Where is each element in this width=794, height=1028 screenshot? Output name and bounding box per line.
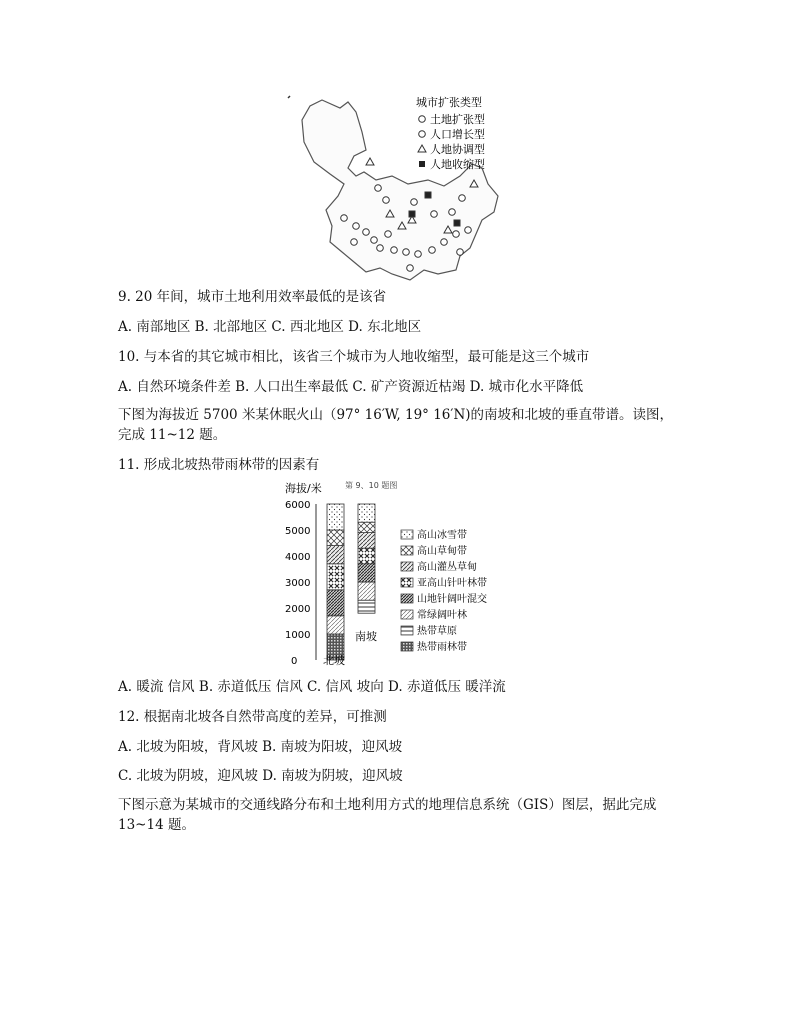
map-legend-item: 人地收缩型 (430, 158, 485, 171)
legend-label: 热带草原 (417, 626, 457, 637)
map-legend-item: 人地协调型 (430, 143, 485, 156)
province-map-figure (284, 92, 510, 282)
legend-label: 山地针阔叶混交 (417, 594, 487, 605)
question-12-stem: 12. 根据南北坡各自然带高度的差异，可推测 (118, 709, 387, 725)
zone-band-north (327, 546, 344, 564)
question-10-stem: 10. 与本省的其它城市相比，该省三个城市为人地收缩型，最可能是这三个城市 (118, 349, 590, 365)
y-tick-6000: 6000 (285, 500, 311, 511)
question-11-stem: 11. 形成北坡热带雨林带的因素有 (118, 457, 320, 473)
y-tick-2000: 2000 (285, 604, 311, 615)
y-tick-4000: 4000 (285, 552, 311, 563)
zone-band-south (358, 504, 375, 522)
legend-label: 热带雨林带 (417, 642, 467, 653)
column-label-north: 北坡 (323, 654, 345, 667)
y-tick-3000: 3000 (285, 578, 311, 589)
question-9-options: A. 南部地区 B. 北部地区 C. 西北地区 D. 东北地区 (118, 319, 422, 335)
zone-band-north (327, 616, 344, 634)
column-label-south: 南坡 (355, 630, 377, 643)
question-11-options: A. 暖流 信风 B. 赤道低压 信风 C. 信风 坡向 D. 赤道低压 暖洋流 (118, 679, 506, 695)
zone-band-south (358, 533, 375, 549)
vertical-zonation-chart (283, 478, 513, 670)
question-10-options: A. 自然环境条件差 B. 人口出生率最低 C. 矿产资源近枯竭 D. 城市化水平降低 (118, 379, 584, 395)
province-outline (302, 100, 498, 280)
legend-label: 亚高山针叶林带 (417, 578, 487, 589)
zone-band-north (327, 504, 344, 530)
y-tick-1000: 1000 (285, 630, 311, 641)
zone-band-north (327, 530, 344, 546)
map-legend-item: 人口增长型 (430, 128, 485, 141)
question-9-stem: 9. 20 年间，城市土地利用效率最低的是该省 (118, 289, 387, 305)
legend-label: 高山冰雪带 (417, 530, 467, 541)
y-tick-5000: 5000 (285, 526, 311, 537)
zone-band-north (327, 564, 344, 590)
zone-band-south (358, 582, 375, 600)
question-12-options-1: A. 北坡为阳坡，背风坡 B. 南坡为阳坡，迎风坡 (118, 739, 403, 755)
chart-legend (401, 528, 487, 653)
map-legend-title: 城市扩张类型 (416, 96, 482, 109)
intro-13-14: 下图示意为某城市的交通线路分布和土地利用方式的地理信息系统（GIS）图层，据此完成 13~14 题。 (118, 797, 657, 833)
zone-band-north (327, 590, 344, 616)
map-legend-item: 土地扩张型 (430, 113, 485, 126)
chart-title: 第 9、10 题图 (345, 481, 398, 490)
zone-band-south (358, 564, 375, 582)
legend-label: 高山灌丛草甸 (417, 562, 477, 573)
zone-band-south (358, 600, 375, 613)
zone-band-south (358, 548, 375, 564)
y-tick-0: 0 (291, 656, 298, 667)
legend-label: 常绿阔叶林 (417, 610, 467, 621)
chart-ylabel: 海拔/米 (285, 482, 322, 495)
legend-label: 高山草甸带 (417, 546, 467, 557)
intro-11-12: 下图为海拔近 5700 米某休眠火山（97° 16′W, 19° 16′N)的南坡和北坡的垂直带谱。读图，完成 11~12 题。 (118, 407, 674, 443)
question-12-options-2: C. 北坡为阴坡，迎风坡 D. 南坡为阴坡，迎风坡 (118, 768, 403, 784)
zone-band-south (358, 522, 375, 532)
